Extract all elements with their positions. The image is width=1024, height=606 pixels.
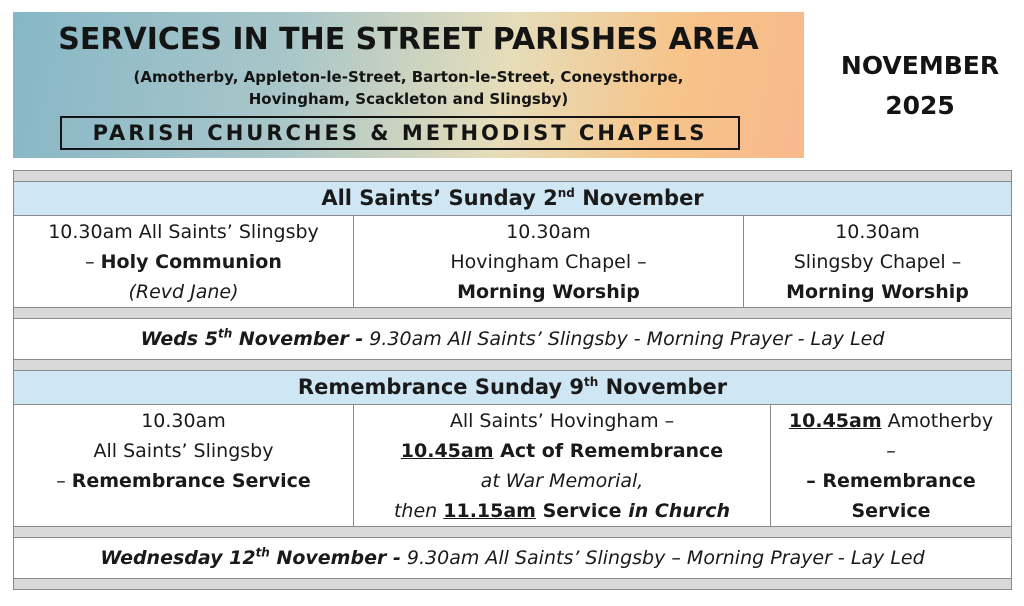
- service-cell: [743, 216, 1011, 307]
- service-type: – Remembrance: [806, 470, 976, 492]
- service-type: – Remembrance Service: [56, 470, 311, 492]
- section-header-all-saints: [14, 182, 1011, 216]
- separator-bar: [14, 308, 1011, 319]
- service-row-all-saints: [14, 216, 1011, 308]
- banner-subtitle: [13, 66, 804, 110]
- separator-bar: [14, 579, 1011, 589]
- header-text-end: November: [598, 375, 728, 399]
- separator-bar: [14, 171, 1011, 182]
- service-venue: All Saints’ Slingsby: [93, 440, 274, 462]
- service-venue: Hovingham Chapel –: [450, 251, 647, 273]
- section-header-remembrance: [14, 371, 1011, 405]
- service-cell: [14, 216, 353, 307]
- separator-bar: [14, 360, 1011, 371]
- month-name: NOVEMBER: [840, 51, 1000, 80]
- service-cell: [353, 216, 743, 307]
- separator-bar: [14, 527, 1011, 538]
- banner-subtitle-line2: Hovingham, Scackleton and Slingsby): [248, 90, 569, 108]
- service-line: 10.45am Amotherby: [788, 410, 994, 432]
- service-type: Morning Worship: [457, 281, 640, 303]
- month-label: [830, 46, 1010, 126]
- header-text: All Saints’ Sunday 2: [321, 186, 558, 210]
- officiant: (Revd Jane): [128, 281, 239, 303]
- header-text: Remembrance Sunday 9: [297, 375, 585, 399]
- banner-subtitle-line1: (Amotherby, Appleton-le-Street, Barton-le-Street, Coneysthorpe,: [133, 68, 684, 86]
- service-type: Morning Worship: [786, 281, 969, 303]
- service-type: Service: [851, 500, 931, 522]
- weekday-service-row: Weds 5th November - 9.30am All Saints’ Slingsby - Morning Prayer - Lay Led: [14, 319, 1011, 360]
- banner-title: SERVICES IN THE STREET PARISHES AREA: [58, 22, 759, 57]
- service-line: 10.45am Act of Remembrance: [400, 440, 724, 462]
- service-line: 10.30am All Saints’ Slingsby: [48, 221, 319, 243]
- service-line: then 11.15am Service in Church: [393, 500, 731, 522]
- service-time: 10.30am: [835, 221, 920, 243]
- service-line: at War Memorial,: [480, 470, 644, 492]
- header-ordinal: nd: [557, 186, 575, 200]
- service-time: 10.30am: [141, 410, 226, 432]
- service-row-remembrance: [14, 405, 1011, 527]
- schedule-table: [13, 170, 1012, 590]
- service-cell: [353, 405, 770, 526]
- service-line: –: [886, 440, 896, 462]
- service-time: 10.30am: [506, 221, 591, 243]
- service-cell: [14, 405, 353, 526]
- service-line: – Holy Communion: [85, 251, 282, 273]
- month-year: 2025: [885, 91, 955, 120]
- weekday-service-row: Wednesday 12th November - 9.30am All Saints’ Slingsby – Morning Prayer - Lay Led: [14, 538, 1011, 579]
- service-venue: Slingsby Chapel –: [793, 251, 962, 273]
- service-cell: [770, 405, 1011, 526]
- header-text-end: November: [574, 186, 704, 210]
- header-banner: [13, 12, 804, 158]
- banner-boxed-label: PARISH CHURCHES & METHODIST CHAPELS: [60, 116, 740, 150]
- header-ordinal: th: [584, 375, 599, 389]
- service-venue: All Saints’ Hovingham –: [449, 410, 675, 432]
